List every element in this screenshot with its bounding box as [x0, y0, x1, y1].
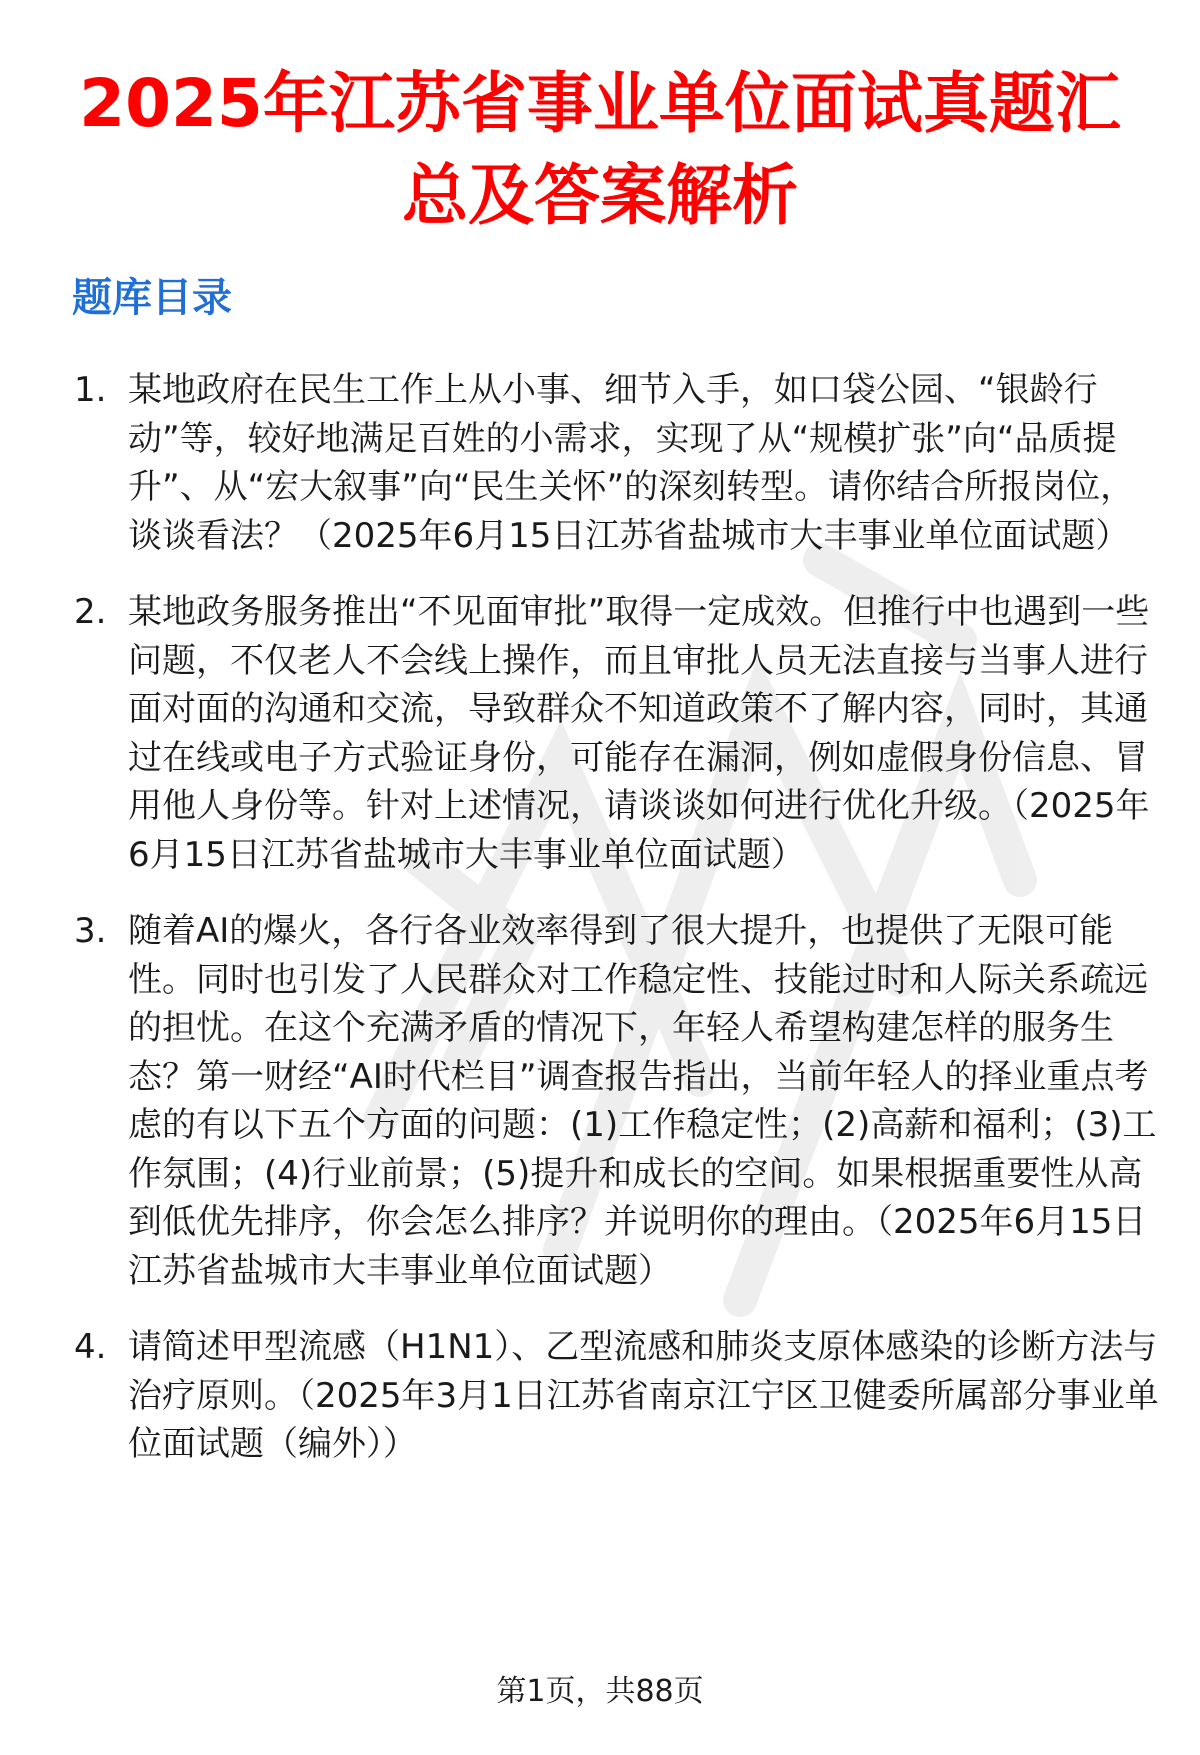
document-title: 2025年江苏省事业单位面试真题汇总及答案解析 [79, 65, 1121, 234]
question-text: 某地政务服务推出“不见面审批”取得一定成效。但推行中也遇到一些问题，不仅老人不会线上操作，而且审批人员无法直接与当事人进行面对面的沟通和交流，导致群众不知道政策不了解内容，同时，其通过在线或电子方式验证身份，可能存在漏洞，例如虚假身份信息、冒用他人身份等。针对上述情况，请谈谈如何进行优化升级。（2025年6月15日江苏省盐城市大丰事业单位面试题） [128, 592, 1150, 875]
question-number: 2. [74, 592, 107, 632]
question-list [70, 366, 1160, 1497]
question-number: 3. [74, 911, 107, 951]
page-footer: 第1页，共88页 [496, 1674, 704, 1709]
section-heading: 题库目录 [72, 275, 232, 321]
question-item [70, 907, 1160, 1295]
question-number: 4. [74, 1327, 107, 1367]
question-item [70, 588, 1160, 879]
question-item [70, 1323, 1160, 1469]
question-text: 某地政府在民生工作上从小事、细节入手，如口袋公园、“银龄行动”等，较好地满足百姓的小需求，实现了从“规模扩张”向“品质提升”、从“宏大叙事”向“民生关怀”的深刻转型。请你结合所报岗位，谈谈看法？（2025年6月15日江苏省盐城市大丰事业单位面试题） [128, 370, 1135, 556]
question-number: 1. [74, 370, 107, 410]
question-text: 随着AI的爆火，各行各业效率得到了很大提升，也提供了无限可能性。同时也引发了人民群众对工作稳定性、技能过时和人际关系疏远的担忧。在这个充满矛盾的情况下，年轻人希望构建怎样的服务生态？第一财经“AI时代栏目”调查报告指出，当前年轻人的择业重点考虑的有以下五个方面的问题：(1)工作稳定性；(2)高薪和福利；(3)工作氛围；(4)行业前景；(5)提升和成长的空间。如果根据重要性从高到低优先排序，你会怎么排序？并说明你的理由。（2025年6月15日江苏省盐城市大丰事业单位面试题） [128, 911, 1157, 1291]
question-item [70, 366, 1160, 560]
question-text: 请简述甲型流感（H1N1）、乙型流感和肺炎支原体感染的诊断方法与治疗原则。（2025年3月1日江苏省南京江宁区卫健委所属部分事业单位面试题（编外）） [128, 1327, 1159, 1464]
